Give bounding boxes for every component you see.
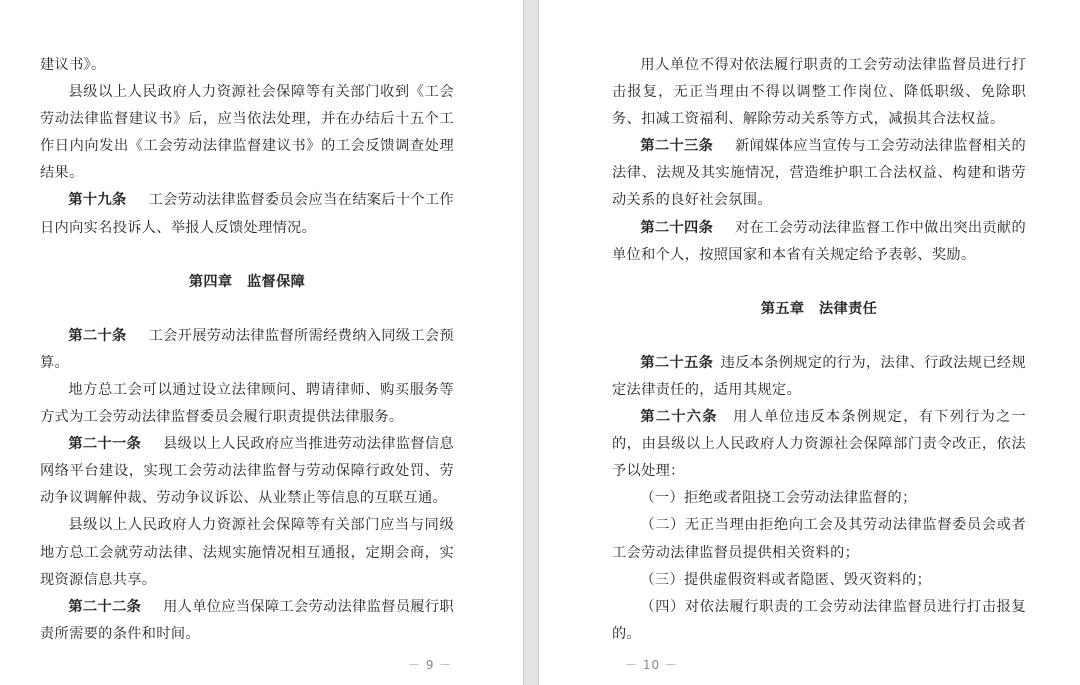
article-text: 对在工会劳动法律监督工作中做出突出贡献的单位和个人，按照国家和本省有关规定给予表彰、奖励。: [612, 219, 1026, 263]
paragraph: 县级以上人民政府人力资源社会保障等有关部门应当与同级地方总工会就劳动法律、法规实施情况相互通报，定期会商，实现资源信息共享。: [40, 517, 454, 588]
paragraph: 地方总工会可以通过设立法律顾问、聘请律师、购买服务等方式为工会劳动法律监督委员会履行职责提供法律服务。: [40, 381, 454, 426]
document-page-left: [40, 52, 454, 672]
page-number: － 9 －: [408, 658, 453, 672]
article-paragraph: [40, 431, 454, 512]
article-paragraph: [40, 187, 454, 241]
chapter-number: 第四章: [188, 273, 233, 290]
page-number: － 10 －: [625, 658, 678, 672]
article-number: 第二十六条: [640, 409, 718, 426]
article-number: 第十九条: [68, 192, 127, 209]
article-text: 工会劳动法律监督委员会应当在结案后十个工作日内向实名投诉人、举报人反馈处理情况。: [40, 192, 454, 236]
article-text: 工会开展劳动法律监督所需经费纳入同级工会预算。: [40, 327, 454, 371]
article-text: 违反本条例规定的行为，法律、行政法规已经规定法律责任的，适用其规定。: [612, 354, 1026, 398]
article-text: 新闻媒体应当宣传与工会劳动法律监督相关的法律、法规及其实施情况，营造维护职工合法权益、构建和谐劳动关系的良好社会氛围。: [612, 138, 1026, 209]
list-item: （二）无正当理由拒绝向工会及其劳动法律监督委员会或者工会劳动法律监督员提供相关资料的；: [612, 517, 1026, 561]
article-paragraph: [40, 594, 454, 648]
article-number: 第二十一条: [68, 436, 142, 453]
chapter-title: 监督保障: [247, 273, 306, 290]
chapter-heading: [612, 296, 1026, 323]
article-text: 用人单位违反本条例规定，有下列行为之一的，由县级以上人民政府人力资源社会保障部门责令改正，依法予以处理：: [612, 409, 1026, 480]
article-number: 第二十三条: [640, 138, 714, 155]
article-paragraph: [612, 133, 1026, 214]
list-item: （一）拒绝或者阻挠工会劳动法律监督的；: [640, 490, 917, 507]
chapter-title: 法律责任: [819, 300, 878, 317]
article-number: 第二十四条: [640, 219, 714, 236]
paragraph: 县级以上人民政府人力资源社会保障等有关部门收到《工会劳动法律监督建议书》后，应当依法处理，并在办结后十五个工作日内向发出《工会劳动法律监督建议书》的工会反馈调查处理结果。: [40, 84, 454, 182]
chapter-heading: [40, 269, 454, 296]
page-gutter: [523, 0, 539, 685]
list-item: （三）提供虚假资料或者隐匿、毁灭资料的；: [640, 571, 932, 588]
article-number: 第二十二条: [68, 598, 142, 615]
article-paragraph: [612, 215, 1026, 269]
list-item: （四）对依法履行职责的工会劳动法律监督员进行打击报复的。: [612, 598, 1026, 642]
article-number: 第二十条: [68, 327, 127, 344]
article-text: 县级以上人民政府应当推进劳动法律监督信息网络平台建设，实现工会劳动法律监督与劳动保障行政处罚、劳动争议调解仲裁、劳动争议诉讼、从业禁止等信息的互联互通。: [40, 436, 454, 507]
article-text: 用人单位应当保障工会劳动法律监督员履行职责所需要的条件和时间。: [40, 598, 454, 642]
article-number: 第二十五条: [640, 354, 714, 371]
paragraph: 用人单位不得对依法履行职责的工会劳动法律监督员进行打击报复，无正当理由不得以调整工作岗位、降低职级、免除职务、扣减工资福利、解除劳动关系等方式，减损其合法权益。: [612, 57, 1026, 128]
article-paragraph: [612, 350, 1026, 404]
paragraph: 建议书》。: [40, 57, 106, 73]
document-page-right: [612, 52, 1026, 672]
article-paragraph: [612, 404, 1026, 485]
chapter-number: 第五章: [760, 300, 805, 317]
article-paragraph: [40, 323, 454, 377]
